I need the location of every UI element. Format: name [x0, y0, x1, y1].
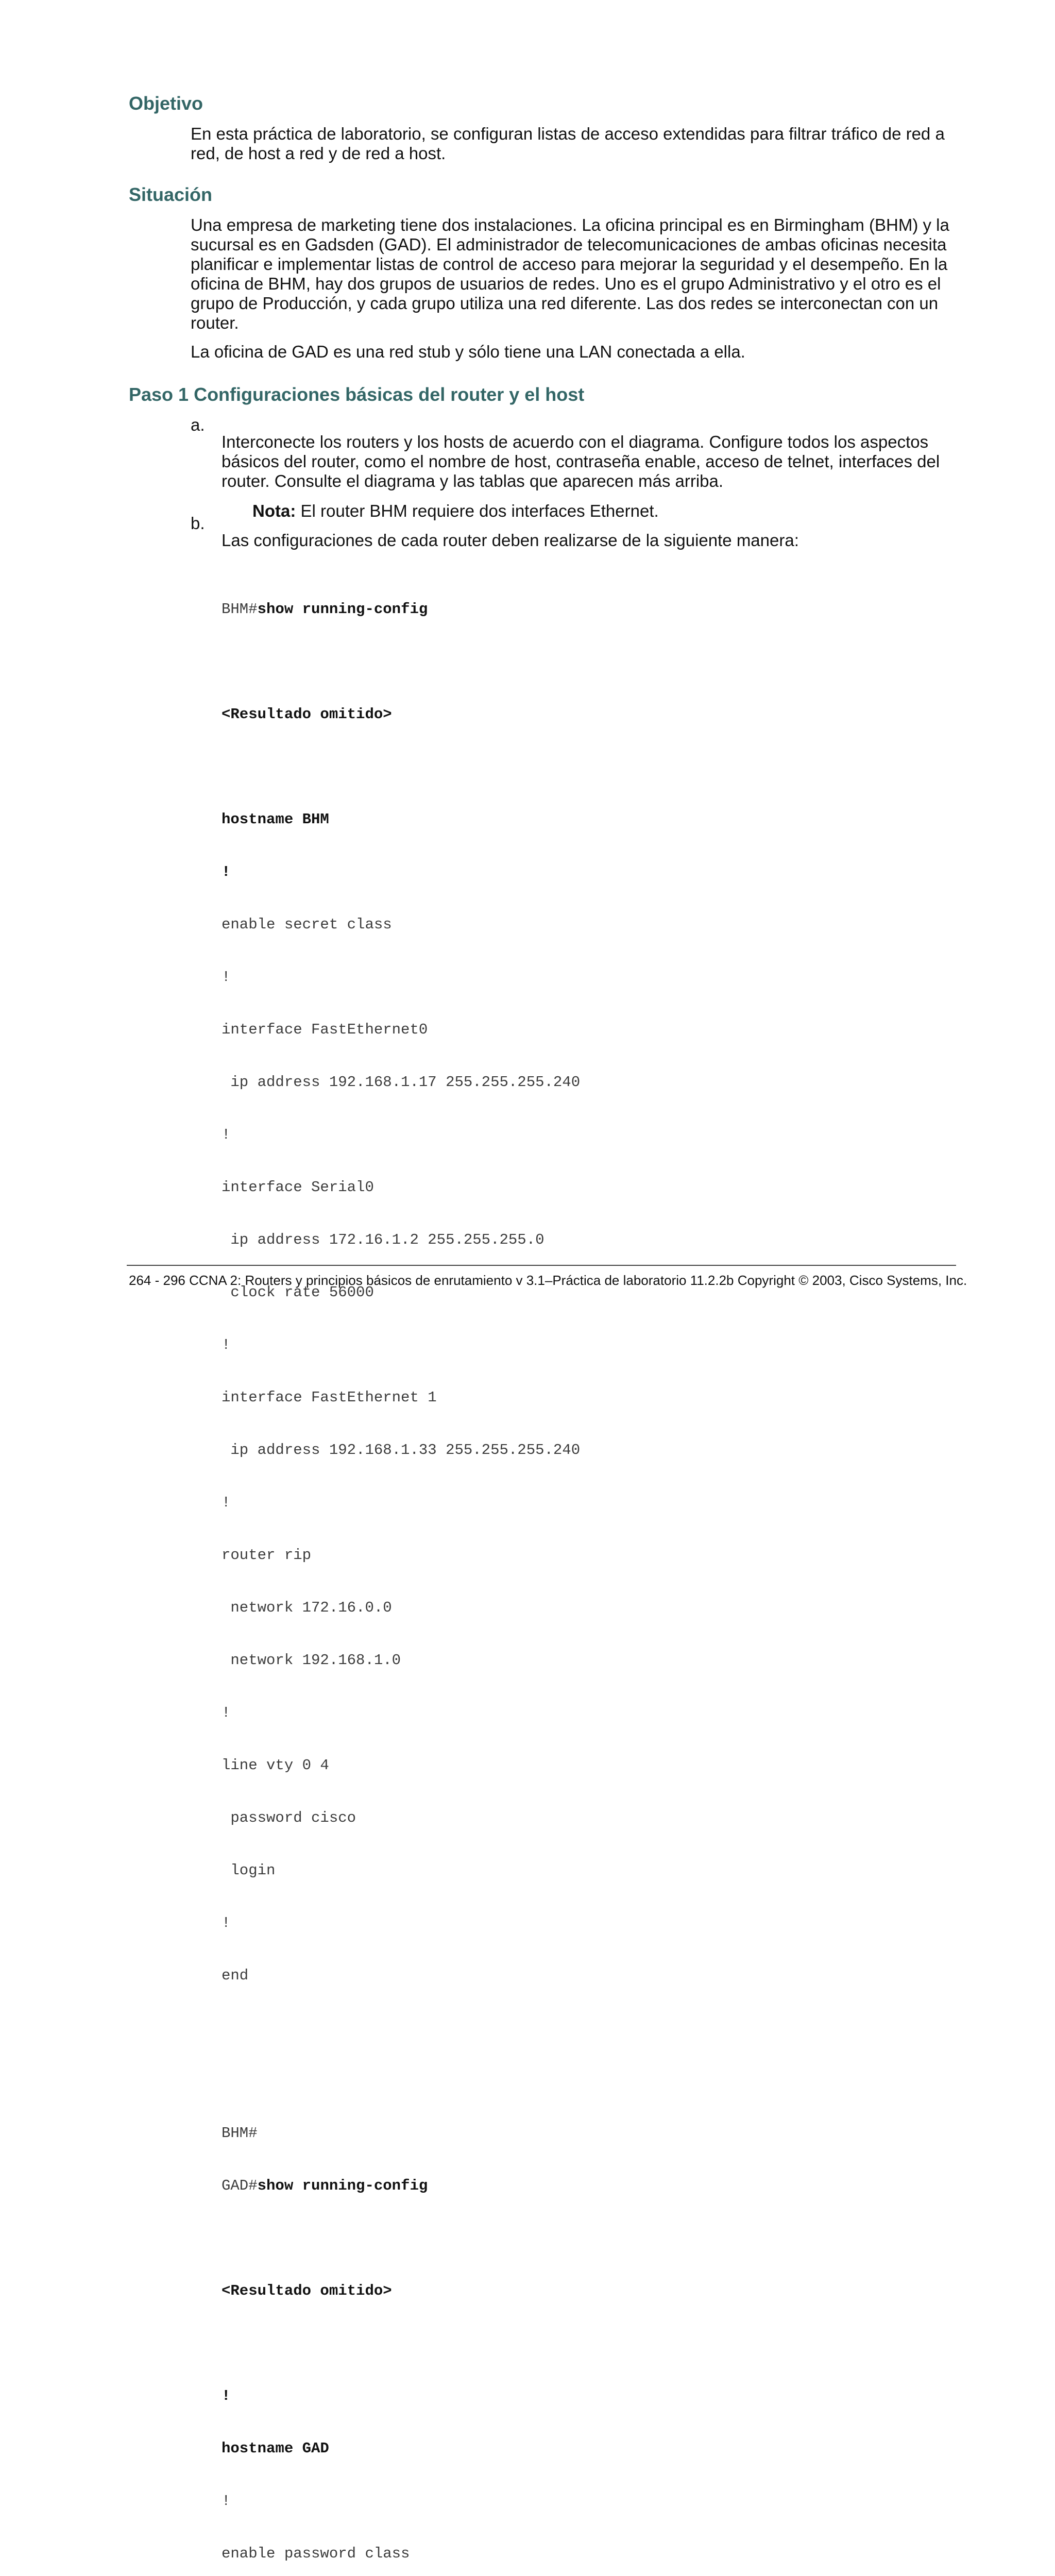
code-line: interface Serial0 — [222, 1179, 374, 1196]
code-line: hostname GAD — [222, 2440, 329, 2457]
code-line: ! — [222, 2387, 231, 2404]
code-line: ip address 172.16.1.2 255.255.255.0 — [222, 1231, 544, 1248]
heading-situacion: Situación — [129, 184, 213, 205]
situacion-paragraph-2: La oficina de GAD es una red stub y sólo tiene una LAN conectada a ella. — [191, 342, 745, 361]
item-b-text: Las configuraciones de cada router deben realizarse de la siguiente manera: — [222, 531, 799, 550]
code-line: clock rate 56000 — [222, 1284, 374, 1301]
code-line — [222, 601, 994, 618]
code-line — [222, 758, 994, 776]
code-line: ! — [222, 1704, 231, 1721]
code-line: interface FastEthernet0 — [222, 1021, 428, 1038]
code-command: show running-config — [257, 2177, 428, 2194]
note-text: El router BHM requiere dos interfaces Ethernet. — [296, 501, 659, 520]
item-a-text: Interconecte los routers y los hosts de acuerdo con el diagrama. Configure todos los aspectos básicos del router, como el nombre de host, contraseña enable, acceso de telnet, interfaces del router. Consulte el diagrama y las tablas que aparecen más arriba. — [222, 432, 940, 490]
code-line: BHM# — [222, 2125, 258, 2142]
code-line: <Resultado omitido> — [222, 2282, 392, 2299]
config-code-block — [222, 566, 994, 2576]
code-line — [222, 2230, 994, 2247]
code-line: ip address 192.168.1.17 255.255.255.240 — [222, 1074, 581, 1091]
code-line: enable secret class — [222, 916, 392, 933]
code-line: router rip — [222, 1547, 312, 1564]
code-line: interface FastEthernet 1 — [222, 1389, 437, 1406]
code-line: <Resultado omitido> — [222, 706, 392, 723]
code-line: password cisco — [222, 1809, 356, 1826]
footer-divider — [127, 1265, 956, 1266]
heading-objetivo: Objetivo — [129, 93, 203, 114]
code-line: enable password class — [222, 2545, 410, 2562]
page-footer: 264 - 296 CCNA 2: Routers y principios básicos de enrutamiento v 3.1–Práctica de laboratorio 11.2.2b Copyright © 2003, Cisco Systems, Inc. — [129, 1273, 967, 1288]
code-line: ! — [222, 2493, 231, 2510]
code-line — [222, 2020, 994, 2037]
code-line: ! — [222, 1126, 231, 1143]
code-line: ! — [222, 969, 231, 986]
code-line: end — [222, 1967, 249, 1984]
code-line: ! — [222, 1914, 231, 1931]
situacion-paragraph-1: Una empresa de marketing tiene dos instalaciones. La oficina principal es en Birmingham (BHM) y la sucursal es en Gadsden (GAD). El administrador de telecomunicaciones de ambas oficinas necesita planificar e implementar listas de control de acceso para mejorar la seguridad y el desempeño. En la oficina de BHM, hay dos grupos de usuarios de redes. Uno es el grupo Administrativo y el otro es el grupo de Producción, y cada grupo utiliza una red diferente. Las dos redes se interconectan con un router. — [191, 215, 949, 332]
code-line: ip address 192.168.1.33 255.255.255.240 — [222, 1442, 581, 1459]
code-line: hostname BHM — [222, 811, 329, 828]
code-line — [222, 653, 994, 671]
code-line: ! — [222, 1494, 231, 1511]
note-label: Nota: — [252, 501, 296, 520]
code-line: network 172.16.0.0 — [222, 1599, 392, 1616]
code-command: show running-config — [257, 601, 428, 618]
code-line: line vty 0 4 — [222, 1757, 329, 1774]
item-a-marker: a. — [191, 415, 205, 434]
code-line: login — [222, 1862, 276, 1879]
code-line: ! — [222, 1336, 231, 1353]
code-prompt: GAD# — [222, 2177, 258, 2194]
code-line: network 192.168.1.0 — [222, 1652, 401, 1669]
objetivo-text: En esta práctica de laboratorio, se configuran listas de acceso extendidas para filtrar tráfico de red a red, de host a red y de red a host. — [191, 124, 945, 163]
code-line — [222, 2072, 994, 2090]
note — [252, 501, 659, 521]
code-prompt: BHM# — [222, 601, 258, 618]
heading-paso-1: Paso 1 Configuraciones básicas del router y el host — [129, 384, 585, 405]
code-line — [222, 2177, 994, 2195]
code-line — [222, 2335, 994, 2352]
code-line: ! — [222, 863, 231, 880]
item-b-marker: b. — [191, 514, 205, 533]
